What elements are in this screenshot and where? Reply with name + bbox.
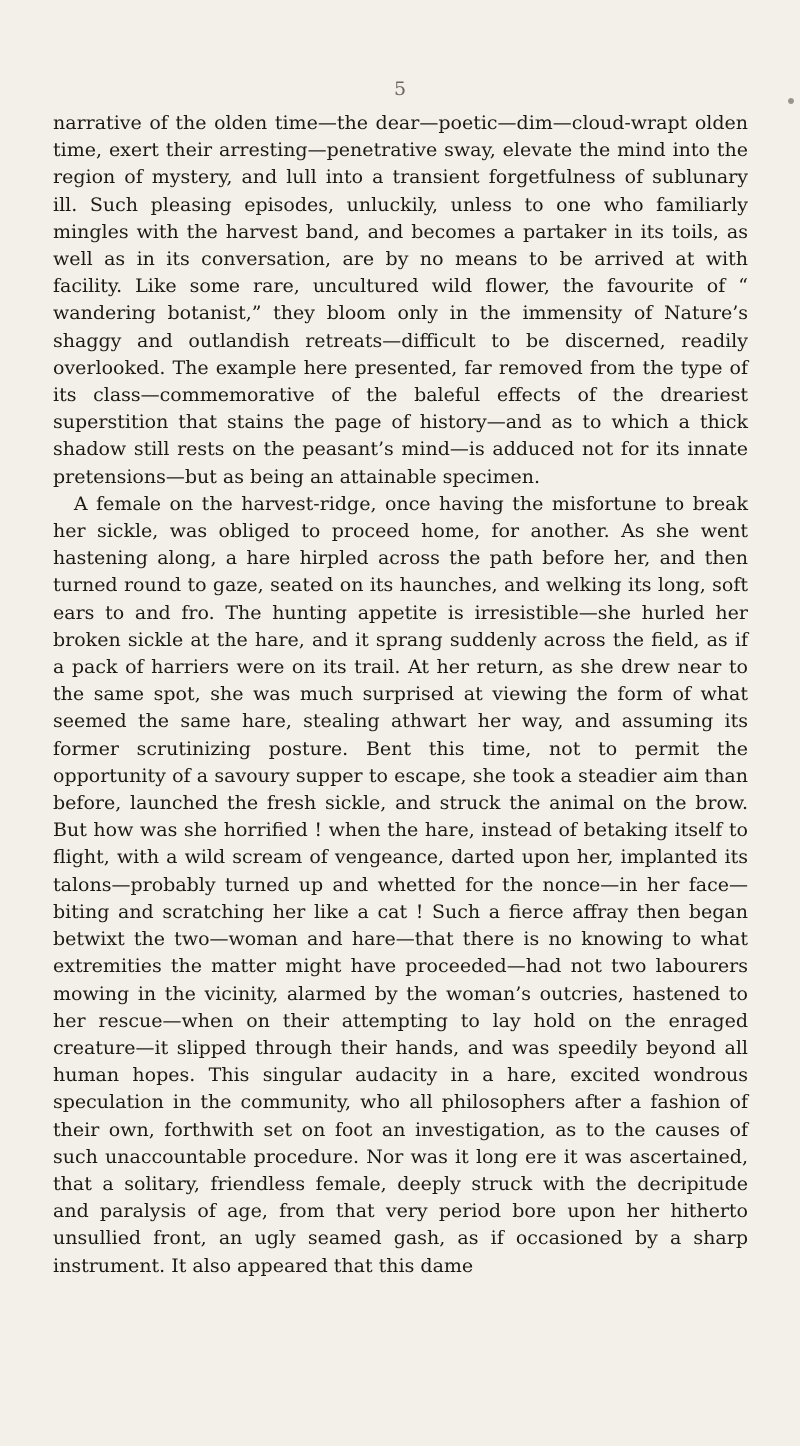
ink-speck [788,98,794,104]
page-number: 5 [393,78,407,100]
paragraph-2: A female on the harvest-ridge, once having the misfortune to break her sickle, was obliged to proceed home, for another. As she went hastening along, a hare hirpled across the path before her, and then turned round to gaze, seated on its haunches, and welking its long, soft ears to and fro. The hunting appetite is irresistible—she hurled her broken sickle at the hare, and it sprang suddenly across the field, as if a pack of harriers were on its trail. At her return, as she drew near to the same spot, she was much surprised at viewing the form of what seemed the same hare, stealing athwart her way, and assuming its former scrutinizing posture. Bent this time, not to permit the opportunity of a savoury supper to escape, she took a steadier aim than before, launched the fresh sickle, and struck the animal on the brow. But how was she horrified ! when the hare, instead of betaking itself to flight, with a wild scream of vengeance, darted upon her, implanted its talons—probably turned up and whetted for the nonce—in her face—biting and scratching her like a cat ! Such a fierce affray then began betwixt the two—woman and hare—that there is no knowing to what extremities the matter might have proceeded—had not two labourers mowing in the vicinity, alarmed by the woman’s outcries, hastened to her rescue—when on their attempting to lay hold on the enraged creature—it slipped through their hands, and was speedily beyond all human hopes. This singular audacity in a hare, excited wondrous speculation in the community, who all philosophers after a fashion of their own, forthwith set on foot an investigation, as to the causes of such unaccountable procedure. Nor was it long ere it was ascertained, that a solitary, friendless female, deeply struck with the decripitude and paralysis of age, from that very period bore upon her hitherto unsullied front, an ugly seamed gash, as if occasioned by a sharp instrument. It also appeared that this dame [53,492,748,1277]
paragraph-1: narrative of the olden time—the dear—poetic—dim—cloud-wrapt olden time, exert their arresting—penetrative sway, elevate the mind into the region of mystery, and lull into a transient forgetfulness of sublunary ill. Such pleasing episodes, unluckily, unless to one who familiarly mingles with the harvest band, and becomes a partaker in its toils, as well as in its conversation, are by no means to be arrived at with facility. Like some rare, uncultured wild flower, the favourite of “ wandering botanist,” they bloom only in the immensity of Nature’s shaggy and outlandish retreats—difficult to be discerned, readily overlooked. The example here presented, far removed from the type of its class—commemorative of the baleful effects of the dreariest superstition that stains the page of history—and as to which a thick shadow still rests on the peasant’s mind—is adduced not for its innate pretensions—but as being an attainable specimen. [53,112,748,488]
page-body [53,110,748,1280]
